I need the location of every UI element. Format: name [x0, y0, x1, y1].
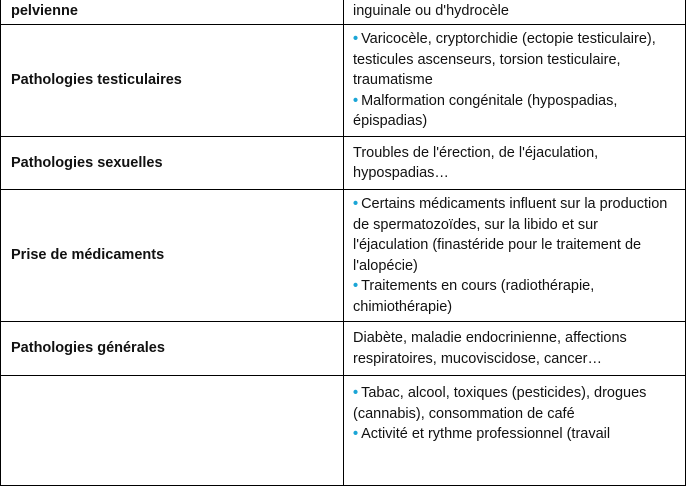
row-label	[1, 376, 344, 486]
row-label	[1, 190, 344, 322]
table-row	[1, 190, 686, 322]
bullet-text: Malformation congénitale (hypospadias, épispadias)	[353, 92, 618, 130]
row-description	[344, 0, 686, 25]
row-description	[344, 137, 686, 190]
row-label-text: Pathologies sexuelles	[11, 154, 163, 171]
row-description	[344, 190, 686, 322]
row-label-text: Pathologies générales	[11, 340, 165, 357]
bullet-item	[353, 276, 676, 317]
row-description	[344, 322, 686, 376]
bullet-item	[353, 424, 676, 445]
row-description-text: inguinale ou d'hydrocèle	[353, 2, 509, 19]
bullet-icon: •	[353, 278, 359, 294]
bullet-icon: •	[353, 31, 359, 48]
bullet-item	[353, 194, 676, 276]
bullet-icon: •	[353, 385, 359, 401]
row-description	[344, 25, 686, 137]
table-row	[1, 25, 686, 137]
row-description	[344, 376, 686, 486]
row-label	[1, 0, 344, 25]
table-row	[1, 137, 686, 190]
bullet-text: Tabac, alcool, toxiques (pesticides), drogues (cannabis), consommation de café	[353, 385, 647, 422]
row-label	[1, 322, 344, 376]
table-row	[1, 0, 686, 25]
bullet-text: Certains médicaments influent sur la production de spermatozoïdes, sur la libido et sur l'éjaculation (finastéride pour le traitement de l'alopécie)	[353, 196, 668, 274]
bullet-item	[353, 29, 676, 91]
row-description-text: Diabète, maladie endocrinienne, affections respiratoires, mucoviscidose, cancer…	[353, 330, 627, 367]
bullet-text: Varicocèle, cryptorchidie (ectopie testiculaire), testicules ascenseurs, torsion testiculaire, traumatisme	[353, 31, 656, 89]
row-label-text: Pathologies testiculaires	[11, 72, 182, 89]
bullet-icon: •	[353, 92, 359, 109]
table-row	[1, 376, 686, 486]
bullet-icon: •	[353, 426, 359, 442]
bullet-text: Traitements en cours (radiothérapie, chimiothérapie)	[353, 278, 595, 315]
bullet-item	[353, 383, 676, 424]
row-label-text: Prise de médicaments	[11, 247, 165, 264]
row-label-text: pelvienne	[11, 2, 78, 19]
row-label	[1, 25, 344, 137]
bullet-item	[353, 91, 676, 132]
row-label	[1, 137, 344, 190]
table-row	[1, 322, 686, 376]
bullet-icon: •	[353, 196, 359, 212]
row-description-text: Troubles de l'érection, de l'éjaculation, hypospadias…	[353, 144, 599, 181]
bullet-text: Activité et rythme professionnel (travail	[361, 426, 611, 442]
